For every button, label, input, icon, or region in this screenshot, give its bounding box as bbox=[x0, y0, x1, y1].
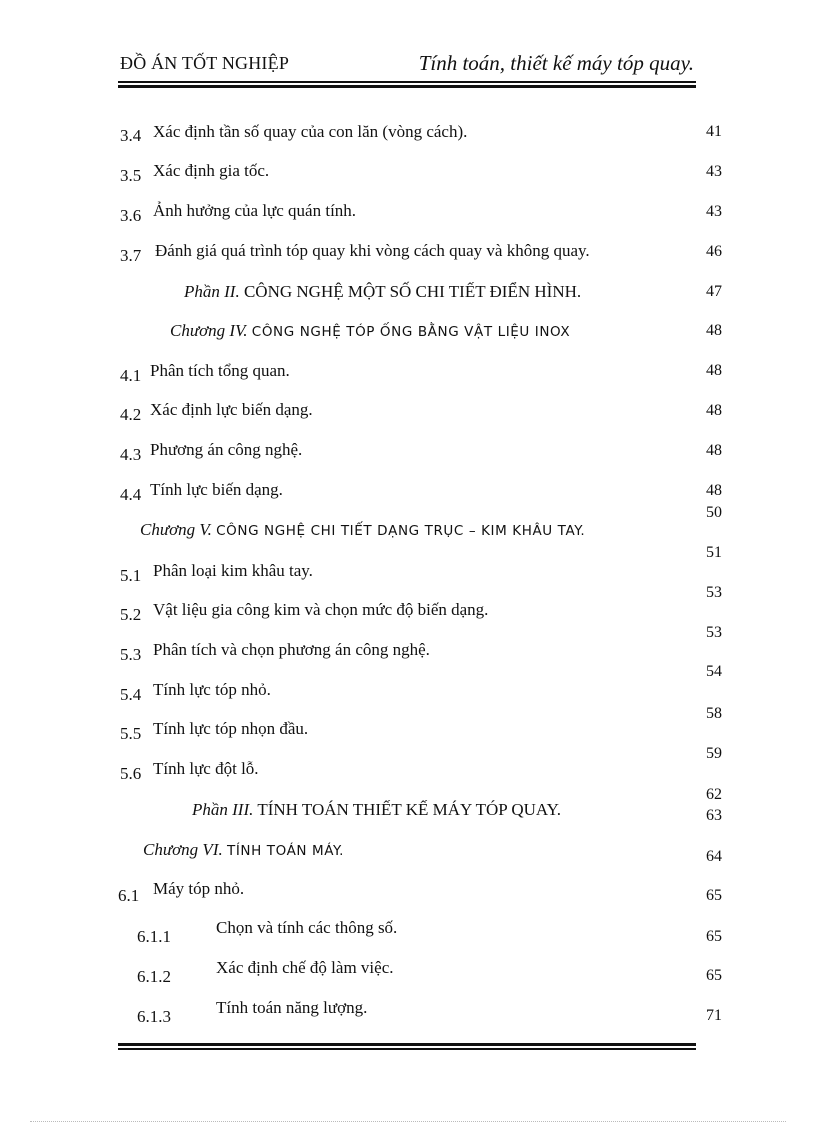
chapter-label: Chương IV. bbox=[170, 321, 248, 340]
page-number: 71 bbox=[706, 1007, 722, 1024]
entry-number: 5.1 bbox=[120, 566, 142, 585]
entry-title: Chọn và tính các thông số. bbox=[216, 918, 398, 937]
entry-title: Xác định tần số quay của con lăn (vòng cách). bbox=[153, 122, 468, 141]
page-number: 65 bbox=[706, 928, 722, 945]
chapter-heading bbox=[140, 520, 585, 540]
entry-number: 5.5 bbox=[120, 724, 142, 743]
chapter-title: CÔNG NGHỆ TÓP ỐNG BẰNG VẬT LIỆU INOX bbox=[251, 324, 571, 340]
page-number: 54 bbox=[706, 663, 722, 680]
part-heading bbox=[184, 282, 581, 302]
part-title: CÔNG NGHỆ MỘT SỐ CHI TIẾT ĐIỂN HÌNH. bbox=[243, 282, 582, 301]
entry-title: Xác định gia tốc. bbox=[153, 161, 270, 180]
entry-number: 3.6 bbox=[120, 206, 142, 225]
entry-number: 4.3 bbox=[120, 445, 142, 464]
chapter-heading bbox=[170, 321, 570, 341]
page-number: 58 bbox=[706, 705, 722, 722]
entry-title: Tính lực tóp nhọn đầu. bbox=[153, 719, 309, 738]
page-number: 48 bbox=[706, 442, 722, 459]
part-heading bbox=[192, 800, 561, 820]
page-number: 43 bbox=[706, 203, 722, 220]
entry-title: Phân loại kim khâu tay. bbox=[153, 561, 313, 580]
entry-number: 6.1 bbox=[118, 886, 140, 905]
entry-title: Tính lực biến dạng. bbox=[150, 480, 283, 499]
entry-number: 6.1.1 bbox=[137, 927, 171, 946]
entry-title: Tính lực tóp nhỏ. bbox=[153, 680, 271, 699]
page-number: 48 bbox=[706, 322, 722, 339]
page-number: 51 bbox=[706, 544, 722, 561]
chapter-label: Chương VI. bbox=[143, 840, 223, 859]
thesis-label: ĐỒ ÁN TỐT NGHIỆP bbox=[120, 53, 290, 73]
entry-title: Xác định lực biến dạng. bbox=[150, 400, 313, 419]
part-title: TÍNH TOÁN THIẾT KẾ MÁY TÓP QUAY. bbox=[257, 800, 561, 819]
entry-title: Phân tích và chọn phương án công nghệ. bbox=[153, 640, 430, 659]
entry-title: Máy tóp nhỏ. bbox=[153, 879, 245, 898]
entry-number: 5.4 bbox=[120, 685, 142, 704]
entry-number: 3.7 bbox=[120, 246, 142, 265]
page-number: 41 bbox=[706, 123, 722, 140]
page-number: 59 bbox=[706, 745, 722, 762]
entry-number: 5.6 bbox=[120, 764, 142, 783]
page-number: 62 bbox=[706, 786, 722, 803]
entry-title: Phân tích tổng quan. bbox=[150, 361, 290, 380]
entry-title: Tính toán năng lượng. bbox=[216, 998, 368, 1017]
page-number: 47 bbox=[706, 283, 722, 300]
page-number: 48 bbox=[706, 482, 722, 499]
entry-title: Ảnh hưởng của lực quán tính. bbox=[153, 201, 357, 220]
chapter-heading bbox=[143, 840, 344, 860]
entry-number: 6.1.2 bbox=[137, 967, 171, 986]
page-number: 50 bbox=[706, 504, 722, 521]
page-number: 65 bbox=[706, 887, 722, 904]
chapter-label: Chương V. bbox=[140, 520, 212, 539]
entry-number: 3.4 bbox=[120, 126, 142, 145]
chapter-title: TÍNH TOÁN MÁY. bbox=[226, 843, 345, 859]
chapter-title: CÔNG NGHỆ CHI TIẾT DẠNG TRỤC – KIM KHÂU TAY. bbox=[216, 523, 586, 539]
part-label: Phần III. bbox=[192, 800, 254, 819]
part-label: Phần II. bbox=[184, 282, 240, 301]
entry-number: 4.4 bbox=[120, 485, 142, 504]
entry-title: Đánh giá quá trình tóp quay khi vòng cách quay và không quay. bbox=[155, 241, 590, 260]
entry-number: 6.1.3 bbox=[137, 1007, 171, 1026]
page-number: 46 bbox=[706, 243, 722, 260]
entry-title: Phương án công nghệ. bbox=[150, 440, 303, 459]
entry-number: 5.3 bbox=[120, 645, 142, 664]
entry-title: Tính lực đột lỗ. bbox=[153, 759, 259, 778]
entry-number: 4.2 bbox=[120, 405, 142, 424]
entry-number: 3.5 bbox=[120, 166, 142, 185]
footer-double-rule bbox=[118, 1043, 696, 1050]
entry-title: Vật liệu gia công kim và chọn mức độ biến dạng. bbox=[153, 600, 489, 619]
thesis-title: Tính toán, thiết kế máy tóp quay. bbox=[418, 51, 694, 75]
entry-number: 5.2 bbox=[120, 605, 142, 624]
page-edge-dotted-line bbox=[30, 1121, 786, 1122]
page-number: 48 bbox=[706, 402, 722, 419]
page-number: 65 bbox=[706, 967, 722, 984]
entry-title: Xác định chế độ làm việc. bbox=[216, 958, 394, 977]
page-number: 48 bbox=[706, 362, 722, 379]
page-number: 53 bbox=[706, 584, 722, 601]
entry-number: 4.1 bbox=[120, 366, 142, 385]
page-number: 53 bbox=[706, 624, 722, 641]
page-number: 43 bbox=[706, 163, 722, 180]
header-double-rule bbox=[118, 81, 696, 88]
page-number: 64 bbox=[706, 848, 722, 865]
page-number: 63 bbox=[706, 807, 722, 824]
